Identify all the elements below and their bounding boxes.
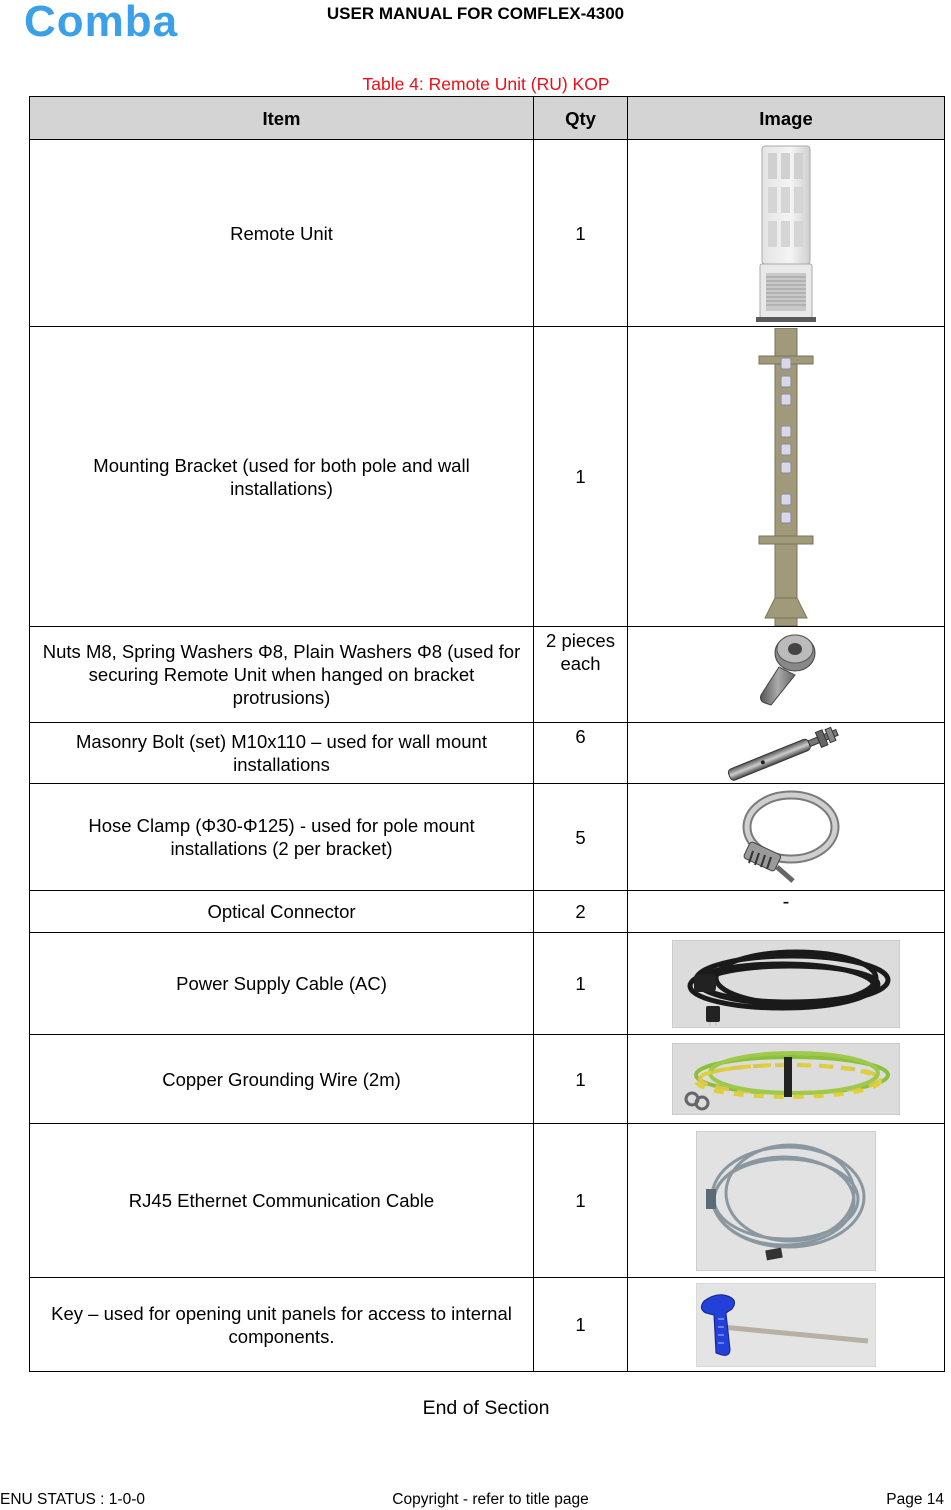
remote-unit-image — [628, 140, 945, 327]
item-cell: Remote Unit — [30, 140, 534, 327]
table-row — [30, 1278, 945, 1372]
qty-cell: 6 — [534, 723, 628, 784]
item-cell: Mounting Bracket (used for both pole and wall installations) — [30, 327, 534, 627]
key-image — [628, 1278, 945, 1372]
table-row — [30, 723, 945, 784]
kop-table — [29, 96, 945, 1372]
table-row — [30, 933, 945, 1035]
item-cell: RJ45 Ethernet Communication Cable — [30, 1124, 534, 1278]
qty-cell: 1 — [534, 1035, 628, 1124]
qty-cell: 1 — [534, 933, 628, 1035]
table-row — [30, 891, 945, 933]
document-title: USER MANUAL FOR COMFLEX-4300 — [326, 4, 625, 23]
logo-text: Comba — [24, 0, 179, 42]
grounding-wire-image — [628, 1035, 945, 1124]
table-header-row — [30, 97, 945, 140]
table-row — [30, 627, 945, 723]
mounting-bracket-image — [628, 327, 945, 627]
masonry-bolt-image — [628, 723, 945, 784]
end-of-section: End of Section — [422, 1397, 550, 1419]
table-row — [30, 327, 945, 627]
qty-cell: 2 — [534, 891, 628, 933]
item-cell: Masonry Bolt (set) M10x110 – used for wall mount installations — [30, 723, 534, 784]
hose-clamp-image — [628, 784, 945, 891]
qty-cell: 1 — [534, 327, 628, 627]
footer-copyright: Copyright - refer to title page — [392, 1491, 589, 1508]
qty-cell: 1 — [534, 1278, 628, 1372]
table-row — [30, 784, 945, 891]
column-header-item: Item — [30, 97, 534, 140]
column-header-qty: Qty — [534, 97, 628, 140]
item-cell: Optical Connector — [30, 891, 534, 933]
qty-cell: 5 — [534, 784, 628, 891]
power-cable-image — [628, 933, 945, 1035]
item-cell: Nuts M8, Spring Washers Φ8, Plain Washers Φ8 (used for securing Remote Unit when hanged on bracket protrusions) — [30, 627, 534, 723]
table-row — [30, 1124, 945, 1278]
footer-page-number: Page 14 — [886, 1491, 944, 1508]
item-cell: Key – used for opening unit panels for access to internal components. — [30, 1278, 534, 1372]
qty-cell: 1 — [534, 1124, 628, 1278]
column-header-image: Image — [628, 97, 945, 140]
item-cell: Power Supply Cable (AC) — [30, 933, 534, 1035]
bolt-image — [628, 627, 945, 723]
footer-status: ENU STATUS : 1-0-0 — [0, 1491, 145, 1508]
table-caption: Table 4: Remote Unit (RU) KOP — [362, 74, 610, 94]
qty-cell: 2 pieces each — [534, 627, 628, 723]
table-row — [30, 1035, 945, 1124]
ethernet-cable-image — [628, 1124, 945, 1278]
qty-cell: 1 — [534, 140, 628, 327]
table-row — [30, 140, 945, 327]
item-cell: Copper Grounding Wire (2m) — [30, 1035, 534, 1124]
item-cell: Hose Clamp (Φ30-Φ125) - used for pole mount installations (2 per bracket) — [30, 784, 534, 891]
image-placeholder-dash: - — [628, 891, 945, 933]
